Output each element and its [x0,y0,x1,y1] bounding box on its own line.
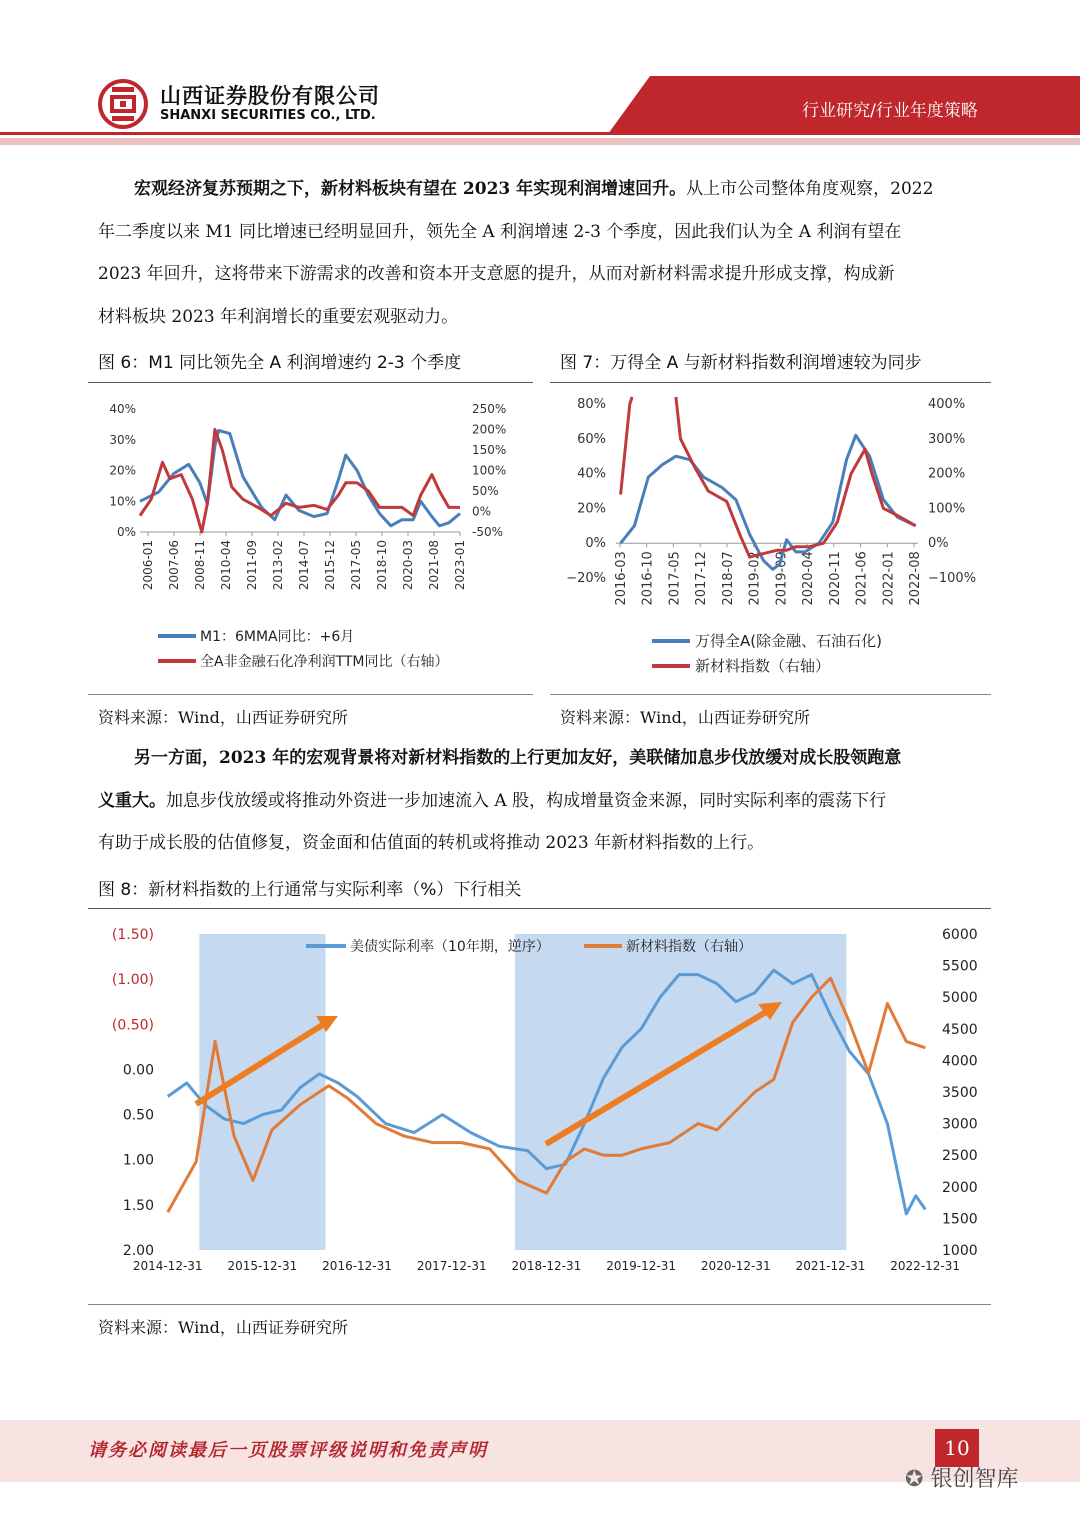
fig7-y-left-tick: 60% [577,431,606,447]
paragraph-2 [98,737,988,865]
fig8-title: 图 8：新材料指数的上行通常与实际利率（%）下行相关 [98,880,522,900]
fig8-x-tick: 2022-12-31 [890,1259,961,1273]
para2-bold1: 另一方面，2023 年的宏观背景将对新材料指数的上行更加友好，美联储加息步伐放缓对成长股领跑意 [134,748,902,768]
fig7-x-tick: 2017-12 [694,551,710,606]
fig6-x-tick: 2011-09 [245,540,259,591]
para1-line2: 年二季度以来 M1 同比增速已经明显回升，领先全 A 利润增速 2-3 个季度，因此我们认为全 A 利润有望在 [98,221,902,242]
fig6-y-right-tick: 50% [472,484,499,498]
fig6-x-tick: 2018-10 [375,540,389,591]
paragraph-1 [98,168,988,338]
fig6-title: 图 6：M1 同比领先全 A 利润增速约 2-3 个季度 [98,353,462,373]
fig6-source: 资料来源：Wind，山西证券研究所 [98,708,348,727]
fig8-x-tick: 2020-12-31 [700,1259,771,1273]
fig7-x-tick: 2020-11 [827,551,843,606]
fig7-y-right-tick: 100% [928,501,966,517]
wechat-icon: ✪ [905,1467,924,1492]
fig8-y-left-tick: 2.00 [122,1243,154,1259]
fig6-y-left-tick: 40% [109,402,136,416]
fig7-y-right-tick: 300% [928,431,966,447]
fig8-y-right-tick: 3500 [942,1085,978,1101]
fig7-y-right-tick: 400% [928,397,966,412]
fig7-y-left-tick: 20% [577,501,606,517]
para1-bold: 宏观经济复苏预期之下，新材料板块有望在 2023 年实现利润增速回升。 [134,179,687,199]
para1-line3: 2023 年回升，这将带来下游需求的改善和资本开支意愿的提升，从而对新材料需求提升形成支撑，构成新 [98,264,895,284]
fig6-y-right-tick: 100% [472,463,507,478]
fig7-bottom-rule [550,694,991,695]
fig8-x-tick: 2015-12-31 [227,1259,298,1273]
page-header [0,0,1080,150]
fig7-x-tick: 2022-01 [881,551,897,606]
fig6-x-tick: 2013-02 [271,540,285,591]
fig7-legend-label: 新材料指数（右轴） [695,657,831,675]
fig7-x-tick: 2020-04 [801,551,817,606]
fig6-y-right-tick: 150% [472,443,507,457]
fig6-series-profit [140,430,460,533]
fig6-y-left-tick: 10% [109,494,136,509]
fig8-bottom-rule [88,1304,991,1305]
fig6-y-right-tick: 200% [472,422,507,437]
fig8-y-left-tick: 0.00 [122,1062,154,1079]
fig8-y-right-tick: 4000 [942,1053,978,1070]
page-number: 10 [935,1429,979,1467]
fig8-y-right-tick: 2000 [942,1179,978,1196]
fig7-title: 图 7：万得全 A 与新材料指数利润增速较为同步 [560,353,922,373]
fig6-x-tick: 2021-08 [427,540,441,591]
fig6-series-m1 [140,431,460,526]
fig8-y-left-tick: 0.50 [122,1107,154,1124]
para2-bold2: 义重大。 [98,790,166,811]
fig6-x-tick: 2015-12 [323,540,337,591]
fig7-y-right-tick: 200% [928,466,966,482]
fig8-x-tick: 2014-12-31 [132,1259,203,1273]
fig8-y-right-tick: 5500 [942,958,978,975]
company-name-cn: 山西证券股份有限公司 [160,84,380,108]
fig8-y-right-tick: 5000 [942,990,978,1007]
fig8-y-right-tick: 2500 [942,1148,978,1165]
para2-line3: 有助于成长股的估值修复，资金面和估值面的转机或将推动 2023 年新材料指数的上行。 [98,833,765,853]
fig7-source: 资料来源：Wind，山西证券研究所 [560,708,810,727]
fig6-x-tick: 2010-04 [219,540,233,591]
para1-line1: 从上市公司整体角度观察，2022 [686,179,934,199]
fig7-x-tick: 2017-05 [667,551,683,606]
fig7-x-tick: 2021-06 [854,551,870,606]
fig8-y-right-tick: 1500 [942,1211,978,1228]
fig6-chart [88,386,533,691]
fig8-x-tick: 2016-12-31 [322,1259,392,1273]
fig8-x-tick: 2018-12-31 [511,1259,582,1273]
fig6-x-tick: 2006-01 [141,540,155,591]
disclaimer-notice: 请务必阅读最后一页股票评级说明和免责声明 [88,1440,488,1461]
fig7-top-rule [550,382,991,383]
fig8-source: 资料来源：Wind，山西证券研究所 [98,1318,348,1337]
fig7-x-tick: 2016-03 [614,551,629,606]
para2-line2: 加息步伐放缓或将推动外资进一步加速流入 A 股，构成增量资金来源，同时实际利率的震荡下行 [166,790,887,811]
fig8-y-left-tick: 1.50 [122,1197,154,1214]
fig8-y-left-tick: (0.50) [111,1017,154,1034]
fig6-x-tick: 2007-06 [167,540,181,591]
fig7-y-left-tick: 40% [577,466,606,482]
fig7-y-right-tick: −100% [928,571,977,586]
watermark [905,1462,1018,1493]
fig6-x-tick: 2020-03 [401,540,415,591]
fig6-y-right-tick: -50% [472,525,504,539]
fig7-series-wind-a [621,435,916,569]
fig8-top-rule [88,908,991,909]
fig7-y-left-tick: 0% [585,536,606,552]
fig7-x-tick: 2018-07 [720,551,736,606]
fig7-y-right-tick: 0% [928,536,949,552]
fig8-y-right-tick: 1000 [942,1243,978,1259]
company-name-en: SHANXI SECURITIES CO., LTD. [160,108,376,123]
fig6-legend-label: 全A非金融石化净利润TTM同比（右轴） [200,654,449,670]
fig6-y-right-tick: 250% [472,402,507,416]
fig7-x-tick: 2022-08 [908,551,923,606]
fig6-y-right-tick: 0% [472,504,492,519]
fig6-top-rule [88,382,533,383]
fig8-legend-label: 美债实际利率（10年期，逆序） [350,939,550,955]
fig8-y-right-tick: 4500 [942,1021,978,1038]
fig8-x-tick: 2019-12-31 [606,1259,676,1273]
report-category: 行业研究/行业年度策略 [802,101,978,121]
fig7-x-tick: 2019-09 [774,551,790,606]
fig8-y-right-tick: 6000 [942,927,978,943]
fig6-x-tick: 2008-11 [193,540,207,591]
fig6-x-tick: 2017-05 [349,540,363,591]
fig8-chart [88,912,991,1300]
watermark-text: 银创智库 [930,1467,1019,1492]
fig7-x-tick: 2019-02 [747,551,763,606]
fig6-legend-label: M1：6MMA同比：+6月 [200,629,355,645]
fig8-y-left-tick: (1.50) [111,927,154,943]
fig7-chart [550,386,991,691]
fig6-x-tick: 2014-07 [297,540,311,591]
company-logo [98,79,148,129]
fig6-x-tick: 2023-01 [453,540,467,591]
fig7-series-newmat-b [676,397,916,557]
fig7-x-tick: 2016-10 [640,551,656,606]
fig7-y-left-tick: −20% [566,571,606,586]
fig7-legend-label: 万得全A(除金融、石油石化) [695,632,882,650]
fig8-y-right-tick: 3000 [942,1116,978,1133]
fig7-y-left-tick: 80% [577,397,606,412]
fig8-y-left-tick: (1.00) [111,972,154,989]
fig8-y-left-tick: 1.00 [122,1152,154,1169]
para1-line4: 材料板块 2023 年利润增长的重要宏观驱动力。 [98,306,459,327]
fig8-x-tick: 2017-12-31 [416,1259,487,1273]
fig6-bottom-rule [88,694,533,695]
fig6-y-left-tick: 20% [109,463,136,478]
fig8-x-tick: 2021-12-31 [795,1259,866,1273]
fig8-legend-label: 新材料指数（右轴） [626,939,752,955]
fig6-y-left-tick: 0% [116,525,136,539]
fig6-y-left-tick: 30% [109,432,136,447]
fig7-series-newmat-a [621,397,633,495]
